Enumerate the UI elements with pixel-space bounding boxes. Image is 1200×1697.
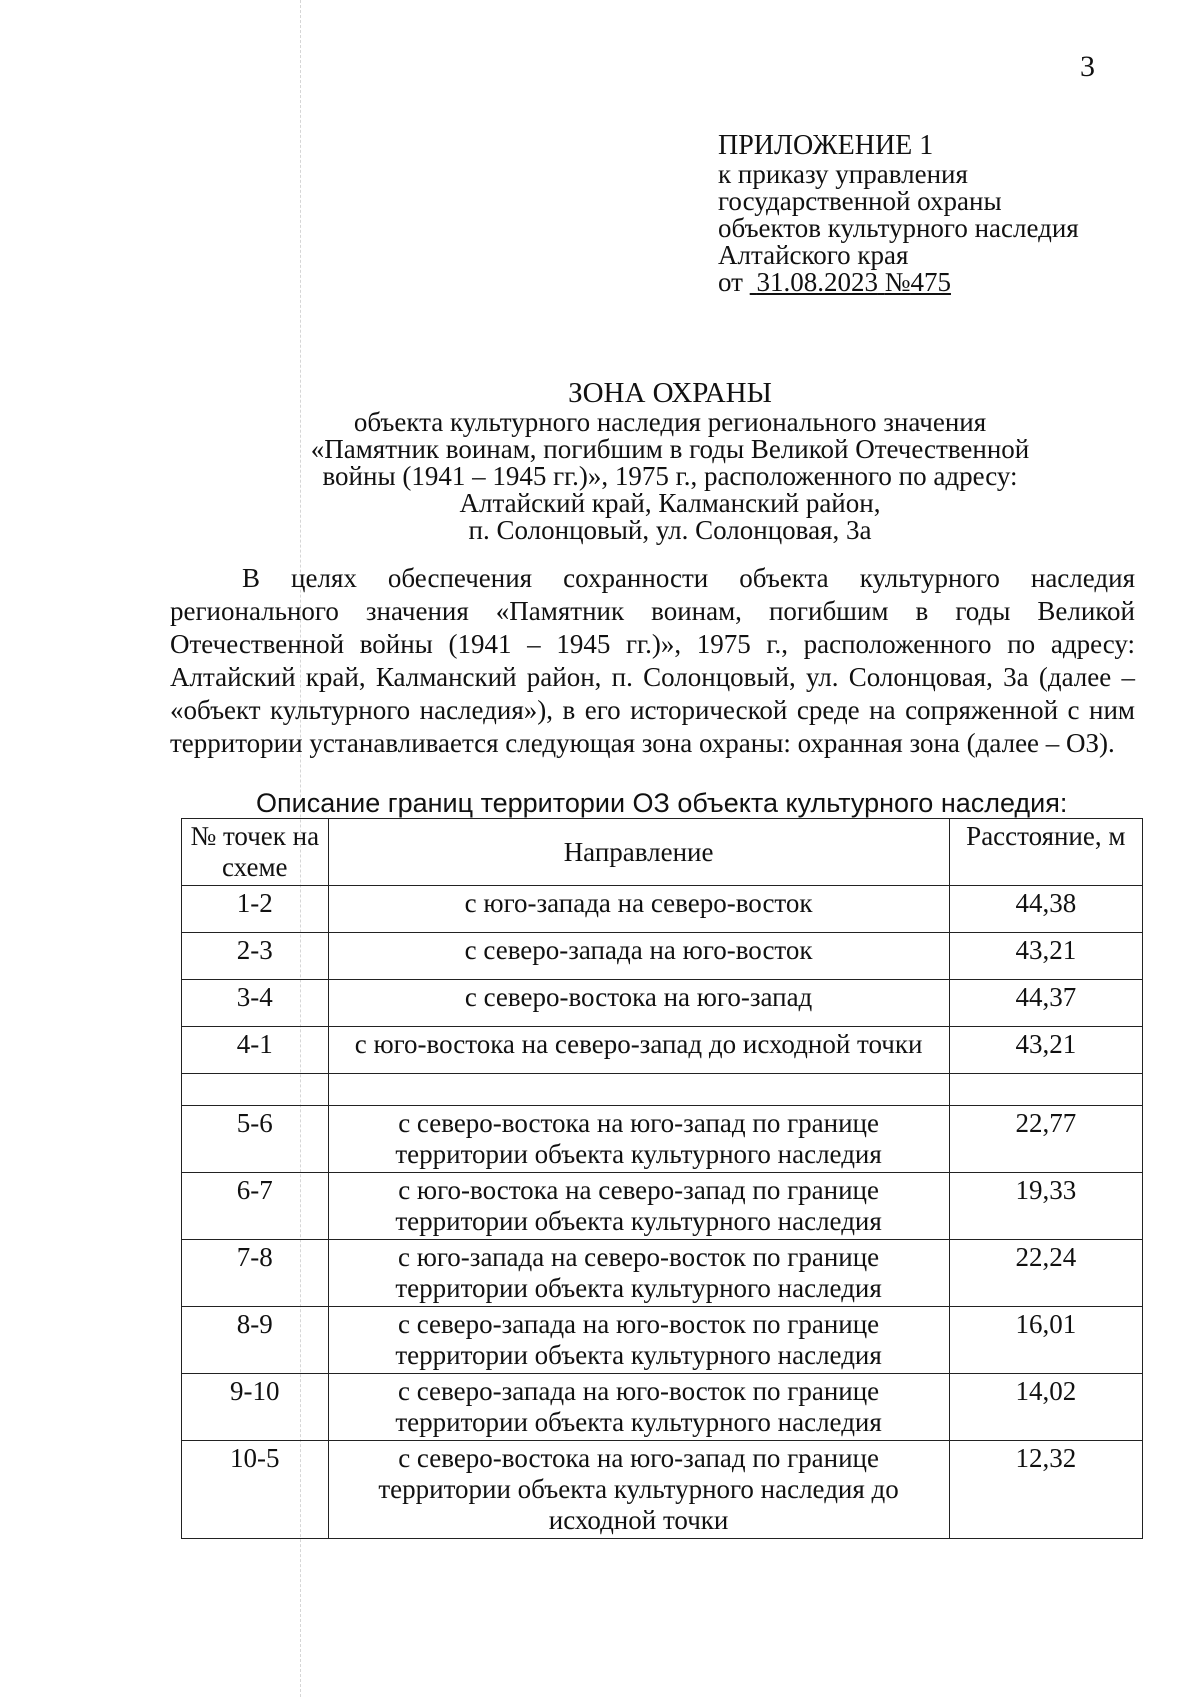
zone-title-block (170, 377, 1170, 545)
table-row (182, 1106, 1143, 1173)
cell-direction: с юго-запада на северо-восток по границе территории объекта культурного наследия (328, 1240, 949, 1307)
table-row (182, 886, 1143, 933)
header-points: № точек на схеме (182, 819, 329, 886)
table-row (182, 1173, 1143, 1240)
cell-direction: с северо-востока на юго-запад по границе территории объекта культурного наследия до исходной точки (328, 1441, 949, 1539)
cell-direction: с северо-востока на юго-запад по границе территории объекта культурного наследия (328, 1106, 949, 1173)
cell-direction: с юго-запада на северо-восток (328, 886, 949, 933)
table-header-row (182, 819, 1143, 886)
table-row-empty (182, 1074, 1143, 1106)
cell-distance: 44,37 (949, 980, 1142, 1027)
header-direction: Направление (328, 819, 949, 886)
cell-direction: с северо-запада на юго-восток (328, 933, 949, 980)
cell-points: 9-10 (182, 1374, 329, 1441)
cell-points: 3-4 (182, 980, 329, 1027)
cell-distance: 44,38 (949, 886, 1142, 933)
zone-heading: ЗОНА ОХРАНЫ (568, 377, 772, 409)
cell-points: 7-8 (182, 1240, 329, 1307)
appendix-line: к приказу управления (718, 159, 968, 189)
table-row (182, 1374, 1143, 1441)
cell-distance: 22,24 (949, 1240, 1142, 1307)
zone-title-line: объекта культурного наследия регионального значения (353, 407, 987, 437)
cell-distance: 16,01 (949, 1307, 1142, 1374)
cell-distance: 12,32 (949, 1441, 1142, 1539)
cell-direction (328, 1074, 949, 1106)
appendix-date-line (718, 269, 1079, 296)
order-date: 31.08.2023 (756, 267, 878, 297)
cell-distance: 43,21 (949, 933, 1142, 980)
appendix-line: объектов культурного наследия (718, 213, 1079, 243)
cell-direction: с юго-востока на северо-запад до исходной точки (328, 1027, 949, 1074)
order-number-prefix: № (884, 267, 911, 297)
boundary-table (181, 818, 1143, 1539)
cell-points: 10-5 (182, 1441, 329, 1539)
appendix-block (718, 132, 1079, 296)
cell-points: 6-7 (182, 1173, 329, 1240)
cell-points: 4-1 (182, 1027, 329, 1074)
intro-paragraph: В целях обеспечения сохранности объекта культурного наследия регионального значения «Памятник воинам, погибшим в годы Великой Отечественной войны (1941 – 1945 гг.)», 1975 г., расположенного по адресу: Алтайский край, Калманский район, п. Солонцовый, ул. Солонцовая, 3а (далее – «объект культурного наследия»), в его исторической среде на сопряженной с ним территории устанавливается следующая зона охраны: охранная зона (далее – ОЗ). (170, 563, 1135, 758)
header-distance: Расстояние, м (949, 819, 1142, 886)
table-caption: Описание границ территории ОЗ объекта культурного наследия: (256, 788, 1068, 818)
page-number: 3 (1080, 50, 1095, 83)
cell-points: 5-6 (182, 1106, 329, 1173)
zone-title-line: п. Солонцовый, ул. Солонцовая, 3а (468, 515, 872, 545)
table-row (182, 1027, 1143, 1074)
appendix-heading: ПРИЛОЖЕНИЕ 1 (718, 130, 934, 161)
cell-points (182, 1074, 329, 1106)
cell-direction: с северо-запада на юго-восток по границе территории объекта культурного наследия (328, 1307, 949, 1374)
zone-title-line: Алтайский край, Калманский район, (459, 488, 881, 518)
cell-distance: 19,33 (949, 1173, 1142, 1240)
zone-title-line: «Памятник воинам, погибшим в годы Великой Отечественной (310, 434, 1030, 464)
cell-direction: с северо-запада на юго-восток по границе территории объекта культурного наследия (328, 1374, 949, 1441)
cell-points: 1-2 (182, 886, 329, 933)
table-row (182, 1441, 1143, 1539)
appendix-line: государственной охраны (718, 186, 1002, 216)
table-row (182, 933, 1143, 980)
table-row (182, 1307, 1143, 1374)
table-row (182, 1240, 1143, 1307)
cell-distance: 22,77 (949, 1106, 1142, 1173)
cell-points: 8-9 (182, 1307, 329, 1374)
table-row (182, 980, 1143, 1027)
appendix-line: Алтайского края (718, 240, 909, 270)
cell-direction: с юго-востока на северо-запад по границе территории объекта культурного наследия (328, 1173, 949, 1240)
cell-distance (949, 1074, 1142, 1106)
zone-title-line: войны (1941 – 1945 гг.)», 1975 г., расположенного по адресу: (322, 461, 1018, 491)
cell-distance: 43,21 (949, 1027, 1142, 1074)
cell-distance: 14,02 (949, 1374, 1142, 1441)
cell-direction: с северо-востока на юго-запад (328, 980, 949, 1027)
order-number: 475 (910, 267, 951, 297)
date-prefix: от (718, 267, 743, 297)
cell-points: 2-3 (182, 933, 329, 980)
